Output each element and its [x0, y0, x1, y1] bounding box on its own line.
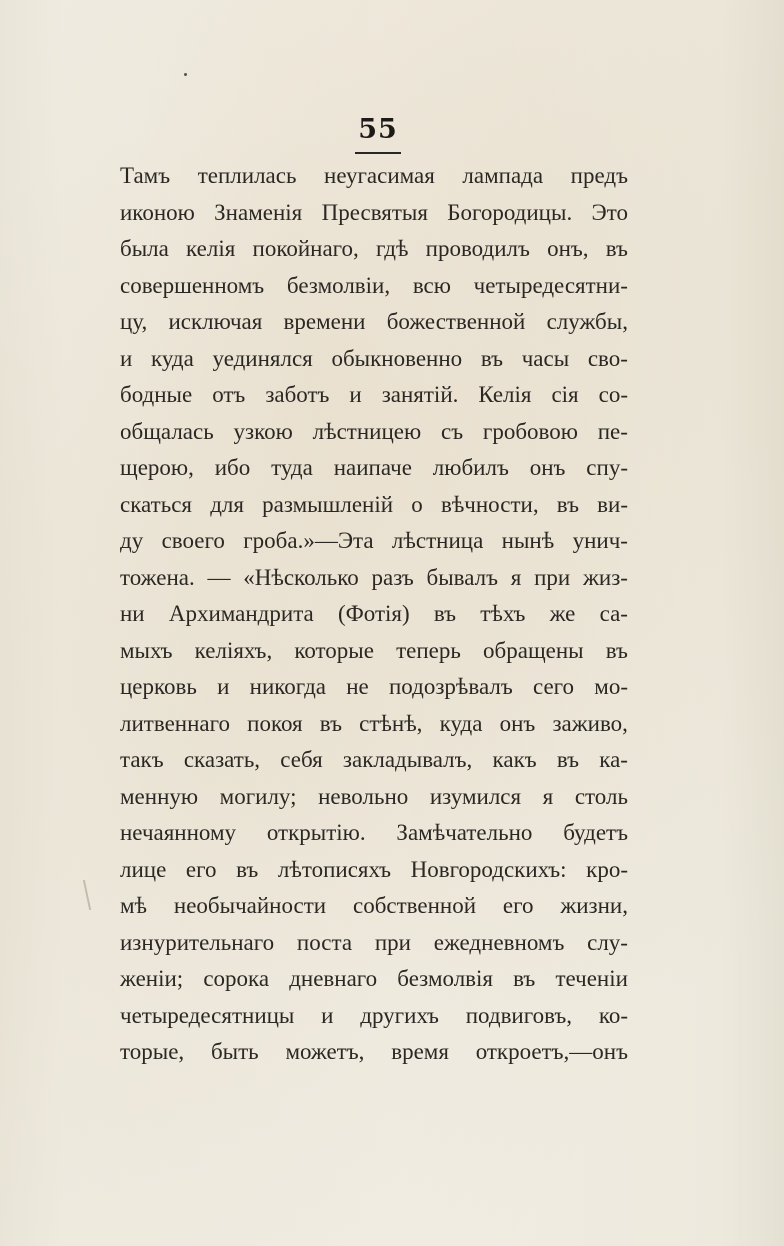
word: лампада	[462, 163, 544, 188]
word: сорока	[203, 966, 270, 991]
text-line	[120, 231, 628, 268]
word: Пресвятыя	[321, 199, 428, 225]
word: разъ	[371, 564, 414, 590]
text-line	[120, 888, 628, 925]
word: «Нѣсколько	[243, 564, 359, 590]
word: цу,	[120, 309, 148, 334]
text-line	[120, 998, 628, 1035]
word: гробовою	[482, 418, 578, 444]
word: и	[321, 1002, 334, 1028]
word: сво-	[587, 345, 628, 371]
word: со-	[598, 382, 628, 407]
word: пе-	[597, 418, 628, 444]
text-line	[120, 268, 628, 305]
text-line	[120, 925, 628, 962]
word: онъ	[499, 710, 536, 736]
word: церковь	[120, 674, 197, 699]
word: въ	[433, 601, 457, 626]
word: же	[549, 601, 576, 626]
text-line	[120, 304, 628, 341]
text-line	[120, 1034, 628, 1071]
word: была	[120, 236, 169, 261]
word: откроетъ,—онъ	[475, 1039, 628, 1064]
word: Келія	[478, 382, 532, 407]
word: подозрѣвалъ	[388, 674, 513, 699]
word: слу-	[587, 929, 628, 955]
word: собственной	[352, 893, 477, 918]
word: гроба.»—Эта	[243, 528, 374, 553]
word: другихъ	[360, 1002, 439, 1028]
word: въ	[556, 747, 580, 772]
text-line	[120, 852, 628, 889]
word: вѣчности,	[440, 491, 539, 517]
text-line	[120, 706, 628, 743]
word: менную	[120, 783, 199, 809]
word: я	[510, 564, 522, 590]
text-line	[120, 815, 628, 852]
text-line	[120, 596, 628, 633]
word: и	[217, 674, 230, 699]
word: лѣтописяхъ	[277, 856, 391, 882]
word: въ	[480, 345, 504, 371]
word: совершенномъ	[120, 272, 265, 298]
word: неугасимая	[324, 163, 435, 188]
word: келія	[186, 236, 236, 261]
word: жиз-	[583, 564, 628, 590]
word: Богородицы.	[447, 199, 573, 225]
word: стѣнѣ,	[359, 710, 423, 736]
word: Знаменія	[214, 199, 303, 225]
word: уединялся	[212, 345, 313, 371]
word: въ	[319, 710, 342, 736]
word: для	[210, 491, 244, 517]
word: мѣ	[120, 893, 148, 918]
word: гдѣ	[375, 236, 409, 261]
word: унич-	[572, 528, 628, 553]
word: необычайности	[173, 893, 327, 918]
word: занятій.	[381, 382, 459, 407]
word: исключая	[168, 309, 263, 334]
word: покоя	[247, 710, 303, 736]
word: безмолвіи,	[286, 272, 391, 298]
word: Замѣчательно	[396, 820, 533, 845]
word: при	[534, 564, 571, 590]
word: нынѣ	[501, 528, 555, 553]
word: узкою	[233, 418, 293, 444]
word: проводилъ	[425, 236, 530, 261]
page-number: 55	[358, 114, 398, 145]
word: женіи;	[120, 966, 184, 991]
word: теплилась	[197, 163, 297, 188]
word: будетъ	[563, 820, 628, 845]
text-line	[120, 158, 628, 195]
word: келіяхъ,	[194, 637, 273, 663]
text-line	[120, 487, 628, 524]
word: торые,	[120, 1039, 185, 1064]
word: и	[349, 382, 362, 407]
word: бывалъ	[426, 564, 499, 590]
word: такъ	[120, 747, 164, 772]
word: въ	[556, 491, 579, 517]
word: отъ	[212, 382, 246, 407]
text-line	[120, 742, 628, 779]
text-line	[120, 961, 628, 998]
word: обращены	[483, 637, 584, 663]
word: куда	[151, 345, 194, 371]
body-text	[120, 158, 628, 1071]
word: которые	[294, 637, 374, 663]
word: щерою,	[120, 455, 194, 480]
word: могилу;	[219, 783, 297, 809]
word: лѣстницею	[312, 418, 422, 444]
word: Новгородскихъ:	[410, 856, 567, 882]
word: теченіи	[555, 966, 628, 991]
word: онъ,	[547, 236, 589, 261]
word: ко-	[598, 1002, 628, 1028]
word: предъ	[570, 163, 628, 188]
page-number-underline	[355, 152, 401, 154]
word: съ	[440, 418, 464, 444]
word: теперь	[396, 637, 461, 663]
text-line	[120, 560, 628, 597]
word: никогда	[249, 674, 326, 699]
word: наипаче	[333, 455, 412, 480]
word: божественной	[386, 309, 526, 334]
word: иконою	[120, 199, 195, 225]
word: мо-	[594, 674, 628, 699]
word: тожена.	[120, 564, 195, 590]
word: столь	[574, 783, 628, 809]
word: невольно	[318, 783, 409, 809]
word: ви-	[597, 491, 628, 517]
word: изнурительнаго	[120, 929, 275, 955]
word: кро-	[586, 856, 628, 882]
word: сего	[532, 674, 575, 699]
word: изумился	[429, 783, 522, 809]
word: лѣстница	[391, 528, 484, 553]
word: литвеннаго	[120, 710, 230, 736]
word: четыредесятницы	[120, 1002, 295, 1028]
text-line	[120, 450, 628, 487]
word: открытію.	[266, 820, 366, 845]
word: спу-	[586, 455, 628, 480]
text-line	[120, 633, 628, 670]
word: общалась	[120, 418, 214, 444]
speck-mark	[184, 73, 187, 76]
word: любилъ	[432, 455, 509, 480]
word: въ	[513, 966, 536, 991]
word: Это	[591, 199, 628, 225]
word: въ	[605, 637, 628, 663]
word: службы,	[546, 309, 628, 334]
word: —	[207, 564, 231, 590]
word: своего	[161, 528, 225, 553]
word: ду	[120, 528, 144, 553]
word: его	[502, 893, 534, 918]
word: быть	[210, 1039, 259, 1064]
word: тѣхъ	[480, 601, 526, 626]
word: размышленій	[262, 491, 394, 517]
word: закладывалъ,	[342, 747, 473, 772]
word: я	[542, 783, 554, 809]
text-line	[120, 779, 628, 816]
word: ни	[120, 601, 145, 626]
text-line	[120, 341, 628, 378]
word: дневнаго	[289, 966, 378, 991]
text-line	[120, 377, 628, 414]
word: скаться	[120, 491, 192, 517]
text-line	[120, 414, 628, 451]
word: какъ	[492, 747, 537, 772]
word: Тамъ	[120, 163, 171, 188]
word: часы	[521, 345, 570, 371]
word: жизни,	[560, 893, 628, 918]
word: ежедневномъ	[433, 929, 565, 955]
word: о	[411, 491, 423, 517]
word: туда	[271, 455, 313, 480]
word: покойнаго,	[252, 236, 359, 261]
word: и	[120, 345, 133, 371]
margin-pencil-mark	[83, 880, 101, 910]
word: время	[391, 1039, 449, 1064]
word: ибо	[214, 455, 251, 480]
word: четыредесятни-	[473, 272, 628, 298]
word: безмолвія	[397, 966, 494, 991]
word: мыхъ	[120, 637, 173, 663]
word: онъ	[529, 455, 566, 480]
word: подвиговъ,	[465, 1002, 573, 1028]
text-line	[120, 195, 628, 232]
word: себя	[280, 747, 323, 772]
word: заботъ	[265, 382, 330, 407]
word: са-	[599, 601, 628, 626]
word: сказать,	[183, 747, 261, 772]
word: заживо,	[552, 710, 628, 736]
word: нечаянному	[120, 820, 237, 845]
word: бодные	[120, 382, 193, 407]
word: при	[374, 929, 411, 955]
word: обыкновенно	[331, 345, 463, 371]
word: Архимандрита	[168, 601, 314, 626]
word: въ	[605, 236, 628, 261]
word: можетъ,	[285, 1039, 365, 1064]
word: сія	[551, 382, 579, 407]
word: времени	[283, 309, 366, 334]
word: (Фотія)	[337, 601, 410, 626]
word: въ	[236, 856, 259, 882]
word: не	[346, 674, 369, 699]
text-line	[120, 669, 628, 706]
word: его	[185, 856, 217, 882]
word: куда	[439, 710, 483, 736]
word: всю	[412, 272, 451, 298]
word: поста	[296, 929, 353, 955]
word: ка-	[599, 747, 628, 772]
text-line	[120, 523, 628, 560]
word: лице	[120, 856, 167, 882]
